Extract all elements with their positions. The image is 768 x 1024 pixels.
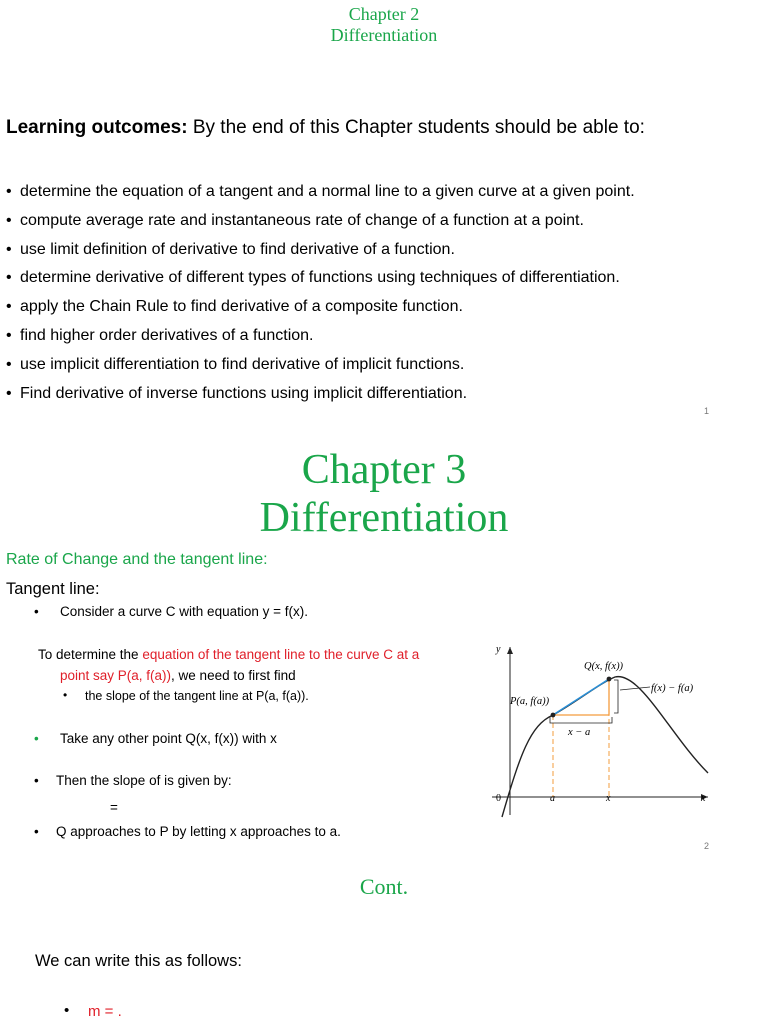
determine-highlight-1: equation of the tangent line to the curve C at a [142,647,420,662]
tick-label-x: x [606,793,611,804]
list-item [6,207,635,236]
page-number: 2 [704,841,710,851]
outcome-text: find higher order derivatives of a function. [20,326,314,344]
list-item [6,178,635,207]
page1-subject-title: Differentiation [330,25,438,45]
equals-sign: = [110,800,118,815]
run-brace [550,717,612,723]
outcome-text: compute average rate and instantaneous rate of change of a function at a point. [20,211,584,229]
outcomes-label: Learning outcomes: [6,117,188,138]
list-item [6,351,635,380]
origin-label: 0 [496,793,501,804]
outcome-text: Find derivative of inverse functions using implicit differentiation. [20,384,468,402]
outcome-text: use limit definition of derivative to find derivative of a function. [20,240,455,258]
bullet-glyph: • [34,773,39,788]
section-heading: Rate of Change and the tangent line: [6,551,268,568]
bullet-glyph: • [6,384,12,402]
outcomes-list [6,178,635,408]
consider-curve-text: Consider a curve C with equation y = f(x). [60,604,308,619]
m-equation: m = . [88,1003,122,1020]
rise-pointer [620,687,650,690]
point-q-label: Q(x, f(x)) [584,661,624,672]
determine-text-line2 [60,668,296,683]
secant-line-figure [480,635,720,825]
point-p [551,713,556,718]
learning-outcomes-heading [6,117,645,139]
bullet-glyph: • [34,731,39,746]
bullet-glyph: • [6,183,12,200]
determine-text-line1 [38,647,419,662]
rise-label: f(x) − f(a) [651,683,694,694]
tick-label-a: a [550,793,555,804]
bullet-glyph: • [64,1002,70,1019]
outcome-text: determine the equation of a tangent and a normal line to a given curve at a given point. [20,183,635,200]
rise-brace [614,680,618,713]
list-item [6,236,635,265]
determine-prefix: To determine the [38,647,143,662]
page-number: 1 [704,406,710,416]
q-approaches-text: Q approaches to P by letting x approaches to a. [56,824,341,839]
page1-chapter-title: Chapter 2 [348,4,420,24]
take-point-text: Take any other point Q(x, f(x)) with x [60,731,277,746]
list-item [6,322,635,351]
tangent-line-label: Tangent line: [6,580,100,598]
bullet-glyph: • [34,824,39,839]
bullet-glyph: • [6,298,12,316]
bullet-glyph: • [34,604,39,619]
y-axis-label: y [496,644,501,655]
point-p-label: P(a, f(a)) [510,696,550,707]
point-q [607,677,612,682]
bullet-glyph: • [6,326,12,344]
bullet-glyph: • [6,269,12,287]
outcomes-intro: By the end of this Chapter students should be able to: [187,117,645,138]
bullet-glyph: • [6,355,12,373]
then-slope-text: Then the slope of is given by: [56,773,232,788]
list-item [6,380,635,409]
outcome-text: apply the Chain Rule to find derivative of a composite function. [20,298,463,316]
determine-suffix: , we need to first find [171,668,296,683]
bullet-glyph: • [6,240,12,258]
write-intro-text: We can write this as follows: [35,952,242,970]
list-item [6,293,635,322]
determine-highlight-2: point say P(a, f(a)) [60,668,172,683]
outcome-text: use implicit differentiation to find derivative of implicit functions. [20,355,465,373]
page2-chapter-title: Chapter 3 [301,447,467,493]
x-axis-label: x [701,793,706,804]
run-label: x − a [568,727,591,738]
page2-subject-title: Differentiation [259,495,509,541]
list-item [6,264,635,293]
slope-subpoint-text: the slope of the tangent line at P(a, f(a)). [85,689,309,703]
secant-line [553,679,609,715]
bullet-glyph: • [6,211,12,229]
outcome-text: determine derivative of different types of functions using techniques of differentiation. [20,269,620,287]
bullet-glyph: • [63,688,68,702]
page3-title: Cont. [359,874,409,899]
